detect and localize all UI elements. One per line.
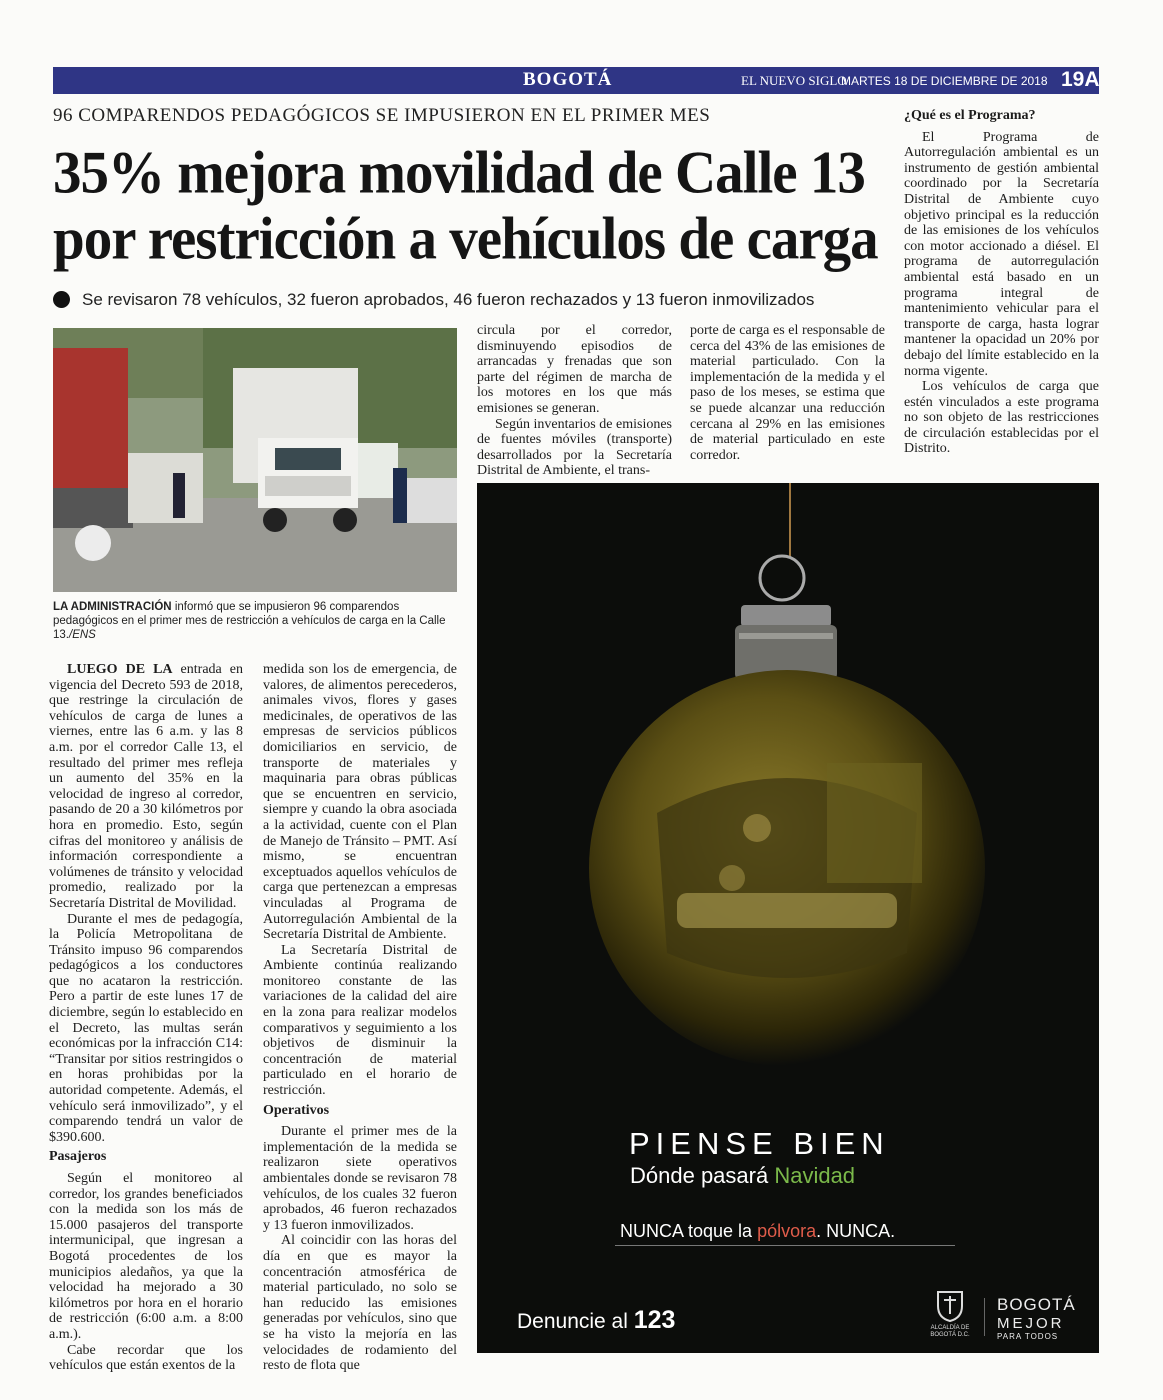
lead-in: LUEGO DE LA [67,662,173,677]
paragraph: Durante el mes de pedagogía, la Policía Metropolitana de Tránsito impuso 96 comparendos pedagógicos a los conductores que no acataron la restricción. Pero a partir de este lunes 17 de diciembre, según lo establecido en el Decreto, las multas serán económicas por la infracción C14: “Transitar por sitios restringidos o en horas prohibidas por la autoridad competente. Además, el vehículo será inmovilizado”, y el comparendo tendrá un valor de $390.600. [49,911,243,1145]
subsection-heading: Operativos [263,1102,330,1118]
caption-lead: LA ADMINISTRACIÓN [53,601,172,613]
hotline-label: Denuncie al [517,1310,634,1333]
trucks-checkpoint-illustration [53,328,457,592]
body-column-3 [477,323,672,479]
caption-text: informó que se impusieron 96 comparendos pedagógicos en el primer mes de restricción a vehículos de carga en la Calle 13. [53,601,446,641]
paragraph: entrada en vigencia del Decreto 593 de 2018, que restringe la circulación de vehículos de carga de lunes a viernes, entre las 6 a.m. y las 8 a.m. por el corredor Calle 13, el resultado del primer mes refleja un aumento del 35% en la velocidad de ingreso al corredor, pasando de 20 a 30 kilómetros por hora en promedio. Esto, según cifras del monitoreo y análisis de información correspondiente a volúmenes de tránsito y velocidad promedio, realizado por la Secretaría Distrital de Movilidad. [49,662,243,911]
ad-warning-end: . NUNCA. [816,1221,896,1241]
ad-subheadline-highlight: Navidad [774,1163,856,1188]
paragraph: porte de carga es el responsable de cerca del 43% de las emisiones de material particulado. Con la implementación de la medida y el paso de los meses, se estima que se puede alcanzar una reducción cercana al 29% en las emisiones de material particulado en este corredor. [690,323,885,463]
paragraph: El Programa de Autorregulación ambiental es un instrumento de gestión ambiental coordinado por la Secretaría Distrital de Ambiente cuyo objetivo principal es la reducción de las emisiones de los vehículos con motor accionado a diésel. El programa de autorregulación ambiental está basado en un programa integral de mantenimiento vehicular para el transporte de carga, hasta lograr mantener la opacidad un 20% por debajo del límite establecido en la norma vigente. [904,129,1099,379]
sidebar-column [904,108,1099,457]
page-number: 19A [1061,68,1100,91]
bullet-icon [53,291,70,308]
divider [615,1245,955,1246]
newspaper-name: EL NUEVO SIGLO [741,73,847,88]
caption-credit: /ENS [69,629,96,641]
section-name: BOGOTÁ [523,69,613,90]
paragraph: Los vehículos de carga que estén vinculados a este programa no son objeto de las restricciones de circulación establecidas por el Distrito. [904,379,1099,457]
alcaldia-label: ALCALDÍA DE BOGOTÁ D.C. [930,1325,970,1338]
article-kicker: 96 COMPARENDOS PEDAGÓGICOS SE IMPUSIERON EN EL PRIMER MES [53,105,711,126]
paragraph: Según inventarios de emisiones de fuentes móviles (transporte) desarrollados por la Secretaría Distrital de Ambiente, el trans- [477,416,672,479]
paragraph: Según el monitoreo al corredor, los grandes beneficiados con la medida son los más de 15.000 pasajeros del transporte intermunicipal, que ingresan a Bogotá procedentes de los municipios aledaños, ya que la velocidad ha mejorado a 30 kilómetros por hora en el horario de restricción (6:00 a.m. a 8:00 a.m.). [49,1171,243,1342]
christmas-ornament-illustration [477,483,1099,1123]
advertisement [477,483,1099,1353]
subheadline [53,290,814,310]
paragraph: medida son los de emergencia, de valores, de alimentos perecederos, animales vivos, flores y gases medicinales, de operativos de las empresas de servicios públicos domiciliarios en servicio, de transporte de materiales y maquinaria para obras públicas que se encuentren en servicio, siempre y cuando la obra asociada a la actividad, cuente con el Plan de Manejo de Tránsito – PMT. Así mismo, se encuentran exceptuados aquellos vehículos de carga que pertenezcan a empresas vinculadas al Programa de Autorregulación Ambiental de la Secretaría Distrital de Ambiente. [263,662,457,943]
ad-headline: PIENSE BIEN [629,1126,890,1161]
headline-line-1: 35% mejora movilidad de Calle 13 [53,140,865,207]
body-column-2 [263,662,457,1374]
paragraph: La Secretaría Distrital de Ambiente continúa realizando monitoreo constante de las variaciones de la calidad del aire en la zona para realizar modelos comparativos y seguimiento a los objetivos de disminuir la concentración de material particulado en el horario de restricción. [263,942,457,1099]
brand-line-2: MEJOR [997,1315,1065,1332]
ad-warning-text: NUNCA toque la [620,1221,758,1241]
paragraph: circula por el corredor, disminuyendo episodios de arrancadas y frenadas que son parte del régimen de marcha de los motores en los que más emisiones se generan. [477,323,672,416]
subsection-heading: Pasajeros [49,1149,107,1165]
hotline-number: 123 [633,1306,676,1334]
body-column-1 [49,662,243,1374]
paragraph: Durante el primer mes de la implementación de la medida se realizaron siete operativos ambientales donde se revisaron 78 vehículos, de los cuales 32 fueron aprobados, 46 fueron rechazados y 13 fueron inmovilizados. [263,1124,457,1233]
brand-line-1: BOGOTÁ [997,1295,1076,1314]
sidebar-heading: ¿Qué es el Programa? [904,108,1036,123]
ad-warning-highlight: pólvora [757,1221,817,1241]
divider [984,1298,985,1336]
coat-of-arms-icon [933,1288,967,1322]
paragraph: Cabe recordar que los vehículos que están exentos de la [49,1342,243,1374]
ad-subheadline [630,1163,855,1189]
body-column-4 [690,323,885,463]
bogota-mejor-logo [997,1295,1076,1341]
subheadline-text: Se revisaron 78 vehículos, 32 fueron aprobados, 46 fueron rechazados y 13 fueron inmovilizados [82,290,815,309]
brand-line-3: PARA TODOS [997,1332,1059,1341]
issue-date: MARTES 18 DE DICIEMBRE DE 2018 [841,74,1048,88]
article-photo [53,328,457,592]
ad-subheadline-text: Dónde pasará [630,1163,775,1188]
ad-hotline [517,1306,675,1335]
headline [53,140,883,272]
paragraph: Al coincidir con las horas del día en que es mayor la concentración atmosférica de material particulado, no solo se han reducido las emisiones generadas por vehículos, sino que se ha visto la mejoría en las velocidades de rodamiento del resto de flota que [263,1233,457,1374]
section-header [53,67,1099,94]
photo-caption [53,600,457,642]
headline-line-2: por restricción a vehículos de carga [53,206,878,273]
ad-warning [620,1221,895,1242]
